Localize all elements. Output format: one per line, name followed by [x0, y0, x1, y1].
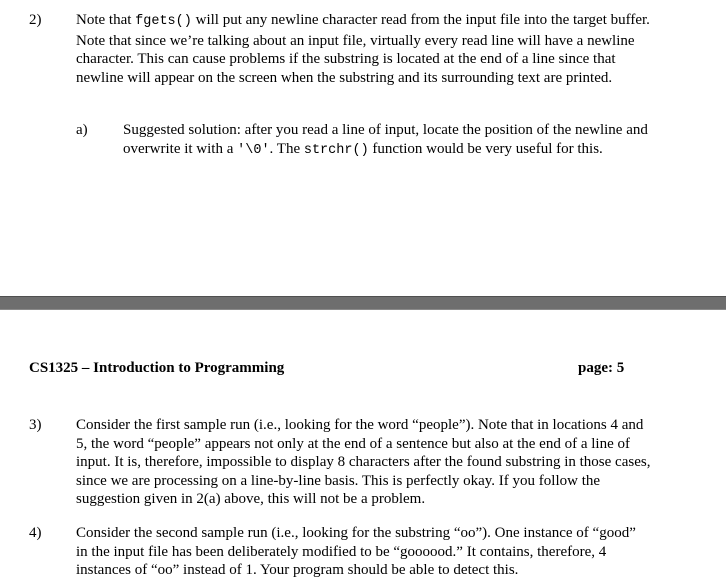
page-number: page: 5 — [578, 360, 625, 376]
fgets-code: fgets() — [135, 14, 192, 29]
null-char-code: '\0' — [237, 142, 270, 158]
item-2-number: 2) — [29, 12, 42, 28]
item-3-paragraph: Consider the first sample run (i.e., looking for the word “people”). Note that in locations 4 and 5, the word “people” appears not only at the end of a sentence but also at the end of a line of input. It is, therefore, impossible to display 8 characters after the found substring in those cases, since we are processing on a line-by-line basis. This is perfectly okay. If you follow the suggestion given in 2(a) above, this will not be a problem. — [76, 417, 651, 507]
item-4-paragraph: Consider the second sample run (i.e., looking for the substring “oo”). One instance of “good” in the input file has been deliberately modified to be “goooood.” It contains, therefore, 4 instances of “oo” instead of 1. Your program should be able to detect this. — [76, 525, 636, 578]
item-2a-text-c: function would be very useful for this. — [368, 140, 603, 157]
item-3-number: 3) — [29, 417, 42, 433]
page-divider — [0, 296, 726, 310]
course-title: CS1325 – Introduction to Programming — [29, 360, 285, 376]
item-4-number: 4) — [29, 525, 42, 541]
item-2-paragraph — [76, 11, 656, 87]
item-2a-paragraph — [123, 121, 648, 160]
strchr-code: strchr() — [303, 142, 369, 158]
item-2-text-a: Note that — [76, 12, 136, 28]
item-2a-text-b: . The — [269, 140, 304, 157]
item-2a-letter: a) — [76, 122, 88, 138]
item-2a-text-a: Suggested solution: after you read a line of input, locate the position of the newline and overwrite it with a — [123, 122, 648, 157]
item-2-text-b: will put any newline character read from the input file into the target buffer. Note that since we’re talking about an input file, virtually every read line will have a newline character. This can cause problems if the substring is located at the end of a line since that newline will appear on the screen when the substring and its surrounding text are printed. — [76, 12, 650, 86]
